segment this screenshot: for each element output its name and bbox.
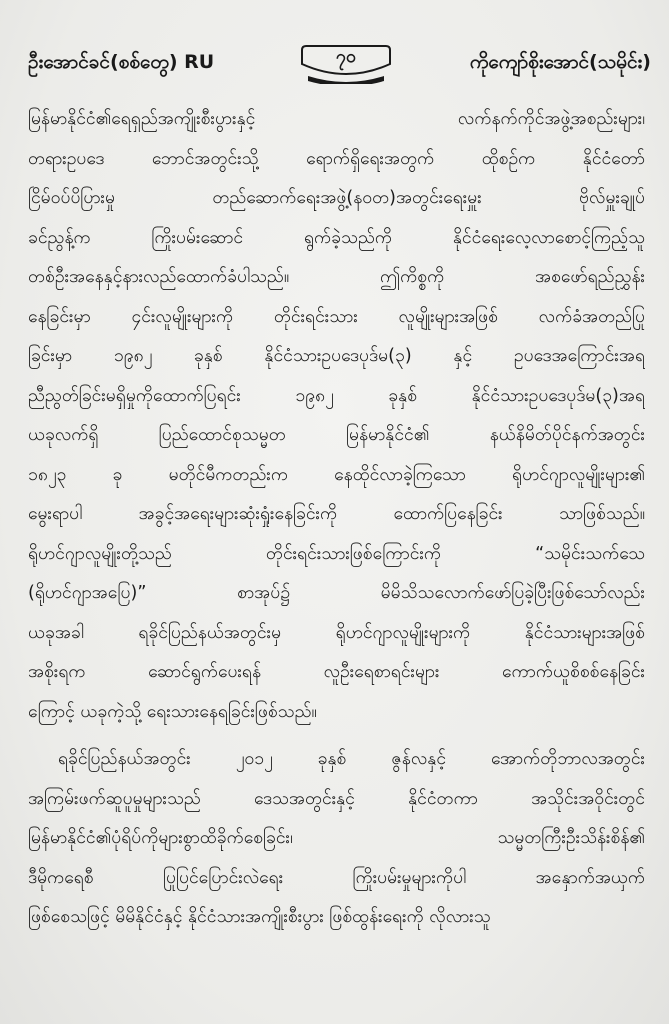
text-line: တရားဥပဒေ ဘောင်အတွင်းသို့ ရောက်ရှိရေးအတွက် ထိုစဉ်က နိုင်ငံတော်: [28, 148, 645, 169]
contributor-name: ကိုကျော်စိုးအောင်(သမိုင်း): [469, 51, 651, 73]
text-line: ယခုလက်ရှိ ပြည်ထောင်စုသမ္မတ မြန်မာနိုင်ငံ၏ နယ်နိမိတ်ပိုင်နက်အတွင်း: [28, 425, 645, 445]
page-number-badge: [298, 40, 394, 84]
text-line: မွေးရာပါ အခွင့်အရေးများဆုံးရှုံးနေခြင်းကို ထောက်ပြနေခြင်း သာဖြစ်သည်။: [28, 504, 645, 524]
paragraph: [28, 740, 645, 938]
text-line: ခင်ညွန့်က ကြိုးပမ်းဆောင် ရွက်ခဲ့သည်ကို နိုင်ငံရေးလေ့လာစောင့်ကြည့်သူ: [28, 227, 645, 248]
text-line: တစ်ဦးအနေနှင့်နားလည်ထောက်ခံပါသည်။ ဤကိစ္စကို အစဖော်ရည်ညွှန်း: [28, 267, 645, 287]
text-line: နေခြင်းမှာ ၄င်းလူမျိုးများကို တိုင်းရင်းသား လူမျိုးများအဖြစ် လက်ခံအတည်ပြု: [28, 306, 645, 327]
paragraph: [28, 100, 645, 732]
page-number: ၇၀: [335, 46, 357, 67]
text-line: ဖြစ်စေသဖြင့် မိမိနိုင်ငံနှင့် နိုင်ငံသားအကျိုးစီးပွား ဖြစ်ထွန်းရေးကို လိုလားသူ: [28, 907, 491, 927]
author-name: ဦးအောင်ခင်(စစ်တွေ) RU: [28, 51, 215, 73]
page-header: [28, 40, 651, 86]
text-line: ယခုအခါ ရခိုင်ပြည်နယ်အတွင်းမှ ရိုဟင်ဂျာလူမျိုးများကို နိုင်ငံသားများအဖြစ်: [28, 622, 645, 643]
text-line: ခြင်းမှာ ၁၉၈၂ ခုနှစ် နိုင်ငံသားဥပဒေပုဒ်မ(၃) နှင့် ဥပဒေအကြောင်းအရ: [28, 346, 645, 366]
text-line: (ရိုဟင်ဂျာအပြေ)” စာအုပ်၌ မိမိသိသလောက်ဖော်ပြခဲ့ပြီးဖြစ်သော်လည်း: [28, 583, 645, 603]
text-line: ရခိုင်ပြည်နယ်အတွင်း ၂၀၁၂ ခုနှစ် ဇွန်လနှင့် အောက်တိုဘာလအတွင်း: [58, 749, 645, 769]
text-line: အစိုးရက ဆောင်ရွက်ပေးရန် လူဦးရေစာရင်းများ ကောက်ယူစိစစ်နေခြင်း: [28, 662, 645, 682]
text-line: ၁၈၂၃ ခု မတိုင်မီကတည်းက နေထိုင်လာခဲ့ကြသော ရိုဟင်ဂျာလူမျိုးများ၏: [28, 464, 645, 485]
text-line: ရိုဟင်ဂျာလူမျိုးတို့သည် တိုင်းရင်းသားဖြစ်ကြောင်းကို “သမိုင်းသက်သေ: [28, 543, 645, 564]
text-line: ငြိမ်ဝပ်ပိပြားမှု တည်ဆောက်ရေးအဖွဲ့(နဝတ)အတွင်းရေးမှူး ဗိုလ်မှူးချုပ်: [28, 188, 645, 208]
text-line: မြန်မာနိုင်ငံ၏ပုံရိပ်ကိုများစွာထိခိုက်စေခြင်း၊ သမ္မတကြီးဦးသိန်းစိန်၏: [28, 828, 645, 848]
text-line: ညီညွတ်ခြင်းမရှိမှုကိုထောက်ပြရင်း ၁၉၈၂ ခုနှစ် နိုင်ငံသားဥပဒေပုဒ်မ(၃)အရ: [28, 385, 645, 406]
text-line: ဒီမိုကရေစီ ပြုပြင်ပြောင်းလဲရေး ကြိုးပမ်းမှုများကိုပါ အနှောက်အယှက်: [28, 867, 645, 888]
body-text: [28, 100, 645, 938]
text-line: မြန်မာနိုင်ငံ၏ရေရှည်အကျိုးစီးပွားနှင့် လက်နက်ကိုင်အဖွဲ့အစည်းများ၊: [28, 109, 645, 129]
text-line: ကြောင့် ယခုကဲ့သို့ ရေးသားနေရခြင်းဖြစ်သည်။: [28, 701, 317, 722]
text-line: အကြမ်းဖက်ဆူပူမှုများသည် ဒေသအတွင်းနှင့် နိုင်ငံတကာ အသိုင်းအဝိုင်းတွင်: [28, 788, 645, 809]
